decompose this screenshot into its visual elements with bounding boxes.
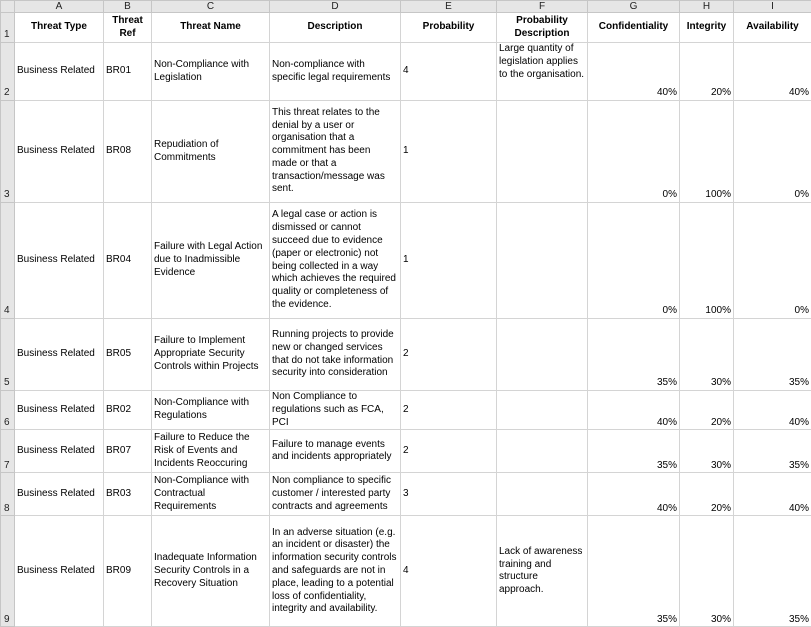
cell-integrity[interactable]: 30%: [680, 516, 734, 627]
cell-threat-type[interactable]: Business Related: [15, 473, 104, 516]
column-header-g[interactable]: G: [588, 1, 680, 13]
cell-threat-name[interactable]: Non-Compliance with Regulations: [152, 391, 270, 430]
header-confidentiality[interactable]: Confidentiality: [588, 13, 680, 43]
cell-availability[interactable]: 0%: [734, 101, 811, 203]
table-row: [1, 319, 811, 391]
cell-integrity[interactable]: 30%: [680, 319, 734, 391]
cell-threat-ref[interactable]: BR02: [104, 391, 152, 430]
cell-description[interactable]: This threat relates to the denial by a user or organisation that a commitment has been made or that a transaction/message was sent.: [270, 101, 401, 203]
header-integrity[interactable]: Integrity: [680, 13, 734, 43]
cell-threat-ref[interactable]: BR08: [104, 101, 152, 203]
table-row: [1, 203, 811, 319]
cell-probability-description[interactable]: Large quantity of legislation applies to the organisation.: [497, 43, 588, 101]
cell-probability[interactable]: 1: [401, 101, 497, 203]
cell-confidentiality[interactable]: 40%: [588, 43, 680, 101]
cell-threat-name[interactable]: Inadequate Information Security Controls in a Recovery Situation: [152, 516, 270, 627]
cell-confidentiality[interactable]: 40%: [588, 473, 680, 516]
column-header-b[interactable]: B: [104, 1, 152, 13]
row-header[interactable]: 7: [1, 430, 15, 473]
cell-threat-name[interactable]: Repudiation of Commitments: [152, 101, 270, 203]
cell-threat-ref[interactable]: BR07: [104, 430, 152, 473]
header-threat-name[interactable]: Threat Name: [152, 13, 270, 43]
cell-confidentiality[interactable]: 0%: [588, 203, 680, 319]
cell-confidentiality[interactable]: 0%: [588, 101, 680, 203]
cell-probability[interactable]: 2: [401, 391, 497, 430]
cell-probability[interactable]: 4: [401, 43, 497, 101]
cell-probability-description[interactable]: [497, 391, 588, 430]
cell-probability[interactable]: 4: [401, 516, 497, 627]
select-all-corner[interactable]: [1, 1, 15, 13]
cell-threat-name[interactable]: Non-Compliance with Contractual Requirements: [152, 473, 270, 516]
row-header[interactable]: 1: [1, 13, 15, 43]
cell-threat-type[interactable]: Business Related: [15, 430, 104, 473]
cell-threat-type[interactable]: Business Related: [15, 101, 104, 203]
cell-threat-ref[interactable]: BR09: [104, 516, 152, 627]
cell-threat-name[interactable]: Failure with Legal Action due to Inadmissible Evidence: [152, 203, 270, 319]
cell-probability-description[interactable]: [497, 203, 588, 319]
cell-probability-description[interactable]: [497, 319, 588, 391]
cell-integrity[interactable]: 100%: [680, 101, 734, 203]
cell-threat-ref[interactable]: BR01: [104, 43, 152, 101]
row-header[interactable]: 9: [1, 516, 15, 627]
cell-description[interactable]: Non compliance to specific customer / interested party contracts and agreements: [270, 473, 401, 516]
column-header-f[interactable]: F: [497, 1, 588, 13]
cell-threat-type[interactable]: Business Related: [15, 319, 104, 391]
cell-probability[interactable]: 2: [401, 430, 497, 473]
cell-threat-name[interactable]: Failure to Reduce the Risk of Events and Incidents Reoccuring: [152, 430, 270, 473]
cell-availability[interactable]: 40%: [734, 391, 811, 430]
cell-availability[interactable]: 35%: [734, 319, 811, 391]
cell-availability[interactable]: 35%: [734, 516, 811, 627]
cell-threat-type[interactable]: Business Related: [15, 516, 104, 627]
table-header-row: [1, 13, 811, 43]
cell-description[interactable]: A legal case or action is dismissed or cannot succeed due to evidence (paper or electronic) not being collected in a way which achieves the required quality or completeness of the evidence.: [270, 203, 401, 319]
table-row: [1, 430, 811, 473]
header-probability[interactable]: Probability: [401, 13, 497, 43]
cell-integrity[interactable]: 100%: [680, 203, 734, 319]
table-row: [1, 473, 811, 516]
column-header-row: [1, 1, 811, 13]
table-row: [1, 516, 811, 627]
cell-threat-type[interactable]: Business Related: [15, 203, 104, 319]
cell-integrity[interactable]: 20%: [680, 43, 734, 101]
table-row: [1, 391, 811, 430]
header-threat-ref[interactable]: Threat Ref: [104, 13, 152, 43]
cell-confidentiality[interactable]: 40%: [588, 391, 680, 430]
header-probability-description[interactable]: Probability Description: [497, 13, 588, 43]
cell-probability-description[interactable]: Lack of awareness training and structure approach.: [497, 516, 588, 627]
row-header[interactable]: 4: [1, 203, 15, 319]
cell-probability-description[interactable]: [497, 473, 588, 516]
cell-probability-description[interactable]: [497, 101, 588, 203]
header-availability[interactable]: Availability: [734, 13, 811, 43]
column-header-i[interactable]: I: [734, 1, 811, 13]
column-header-e[interactable]: E: [401, 1, 497, 13]
cell-threat-name[interactable]: Non-Compliance with Legislation: [152, 43, 270, 101]
cell-integrity[interactable]: 20%: [680, 473, 734, 516]
column-header-a[interactable]: A: [15, 1, 104, 13]
cell-threat-ref[interactable]: BR04: [104, 203, 152, 319]
cell-description[interactable]: Non Compliance to regulations such as FCA, PCI: [270, 391, 401, 430]
cell-confidentiality[interactable]: 35%: [588, 430, 680, 473]
table-row: [1, 101, 811, 203]
cell-description[interactable]: Running projects to provide new or changed services that do not take information security into consideration: [270, 319, 401, 391]
column-header-d[interactable]: D: [270, 1, 401, 13]
cell-availability[interactable]: 40%: [734, 43, 811, 101]
cell-description[interactable]: Non-compliance with specific legal requirements: [270, 43, 401, 101]
cell-threat-type[interactable]: Business Related: [15, 391, 104, 430]
cell-integrity[interactable]: 30%: [680, 430, 734, 473]
cell-confidentiality[interactable]: 35%: [588, 516, 680, 627]
cell-probability[interactable]: 1: [401, 203, 497, 319]
cell-availability[interactable]: 0%: [734, 203, 811, 319]
cell-confidentiality[interactable]: 35%: [588, 319, 680, 391]
cell-threat-ref[interactable]: BR05: [104, 319, 152, 391]
cell-description[interactable]: In an adverse situation (e.g. an incident or disaster) the information security controls and safeguards are not in place, leading to a potential loss of confidentiality, integrity and availability.: [270, 516, 401, 627]
cell-probability[interactable]: 2: [401, 319, 497, 391]
table-row: [1, 43, 811, 101]
column-header-h[interactable]: H: [680, 1, 734, 13]
cell-integrity[interactable]: 20%: [680, 391, 734, 430]
cell-threat-name[interactable]: Failure to Implement Appropriate Security Controls within Projects: [152, 319, 270, 391]
cell-probability-description[interactable]: [497, 430, 588, 473]
header-threat-type[interactable]: Threat Type: [15, 13, 104, 43]
row-header[interactable]: 5: [1, 319, 15, 391]
cell-availability[interactable]: 35%: [734, 430, 811, 473]
cell-description[interactable]: Failure to manage events and incidents appropriately: [270, 430, 401, 473]
cell-threat-type[interactable]: Business Related: [15, 43, 104, 101]
row-header[interactable]: 2: [1, 43, 15, 101]
header-description[interactable]: Description: [270, 13, 401, 43]
cell-probability[interactable]: 3: [401, 473, 497, 516]
row-header[interactable]: 3: [1, 101, 15, 203]
cell-threat-ref[interactable]: BR03: [104, 473, 152, 516]
cell-availability[interactable]: 40%: [734, 473, 811, 516]
row-header[interactable]: 6: [1, 391, 15, 430]
row-header[interactable]: 8: [1, 473, 15, 516]
column-header-c[interactable]: C: [152, 1, 270, 13]
